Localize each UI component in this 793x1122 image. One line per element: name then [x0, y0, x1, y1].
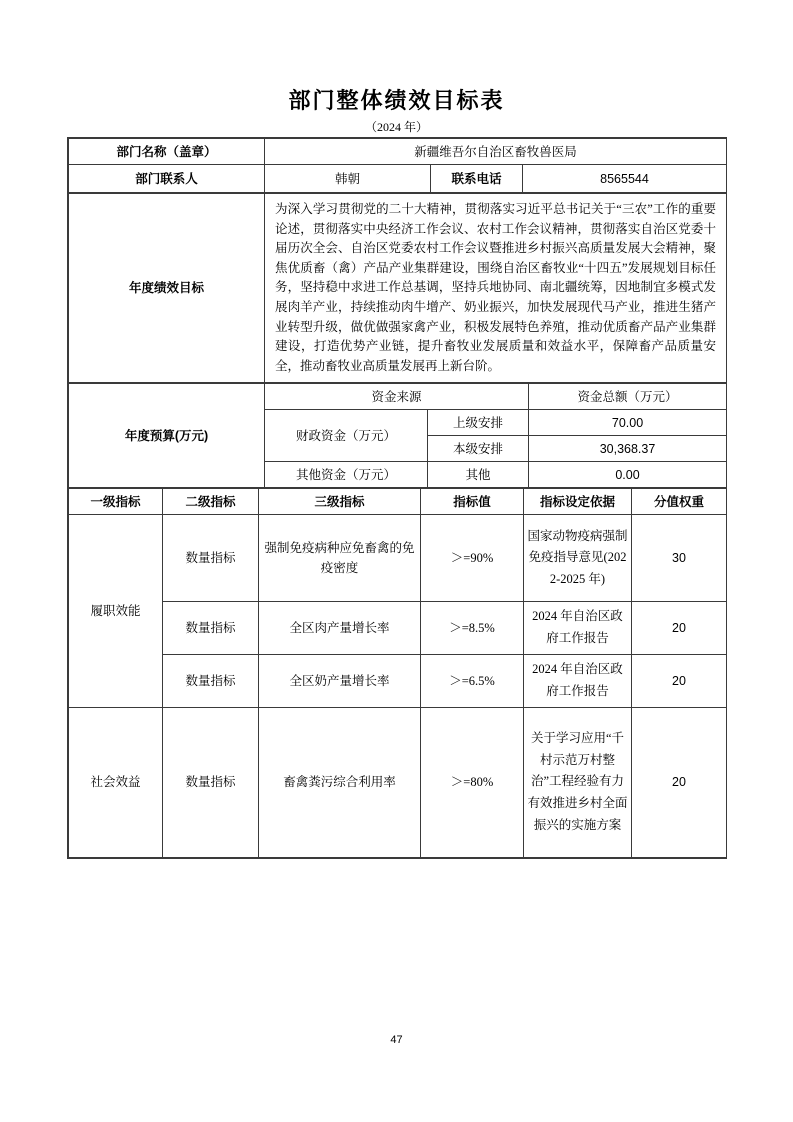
header-weight: 分值权重 — [632, 489, 727, 515]
budget-label: 年度预算(万元) — [69, 384, 265, 488]
indicator-level2: 数量指标 — [163, 655, 259, 708]
budget-other-value: 0.00 — [529, 462, 727, 488]
phone-label: 联系电话 — [431, 165, 523, 193]
indicator-level3: 全区奶产量增长率 — [259, 655, 421, 708]
table-row — [69, 139, 727, 165]
indicator-level2: 数量指标 — [163, 707, 259, 857]
table-row — [69, 165, 727, 193]
budget-upper-value: 70.00 — [529, 410, 727, 436]
table-row — [69, 655, 727, 708]
indicators-table — [68, 488, 727, 858]
indicator-level2: 数量指标 — [163, 602, 259, 655]
indicator-basis: 2024 年自治区政府工作报告 — [524, 602, 632, 655]
contact-value: 韩朝 — [265, 165, 431, 193]
indicator-weight: 20 — [632, 655, 727, 708]
table-row — [69, 384, 727, 410]
indicator-value: ＞=8.5% — [421, 602, 524, 655]
page-title: 部门整体绩效目标表 — [288, 88, 505, 113]
phone-value: 8565544 — [523, 165, 727, 193]
budget-other-sub-label: 其他 — [428, 462, 529, 488]
header-value: 指标值 — [421, 489, 524, 515]
annual-target-table — [68, 193, 727, 383]
performance-target-table — [67, 137, 727, 859]
budget-source-header: 资金来源 — [265, 384, 529, 410]
indicator-value: ＞=90% — [421, 515, 524, 602]
indicator-basis: 2024 年自治区政府工作报告 — [524, 655, 632, 708]
indicator-value: ＞=80% — [421, 707, 524, 857]
table-row — [69, 194, 727, 383]
budget-total-header: 资金总额（万元） — [529, 384, 727, 410]
dept-name-label: 部门名称（盖章） — [69, 139, 265, 165]
header-level3: 三级指标 — [259, 489, 421, 515]
table-row — [69, 707, 727, 857]
budget-local-label: 本级安排 — [428, 436, 529, 462]
indicator-value: ＞=6.5% — [421, 655, 524, 708]
table-row — [69, 515, 727, 602]
indicator-level3: 全区肉产量增长率 — [259, 602, 421, 655]
indicator-basis: 关于学习应用“千村示范万村整治”工程经验有力有效推进乡村全面振兴的实施方案 — [524, 707, 632, 857]
annual-target-label: 年度绩效目标 — [69, 194, 265, 383]
page-number: 47 — [390, 1034, 403, 1046]
header-level1: 一级指标 — [69, 489, 163, 515]
budget-fiscal-label: 财政资金（万元） — [265, 410, 428, 462]
dept-name-value: 新疆维吾尔自治区畜牧兽医局 — [265, 139, 727, 165]
indicator-level2: 数量指标 — [163, 515, 259, 602]
budget-other-label: 其他资金（万元） — [265, 462, 428, 488]
indicator-level1: 社会效益 — [69, 707, 163, 857]
indicator-weight: 30 — [632, 515, 727, 602]
indicator-weight: 20 — [632, 707, 727, 857]
header-basis: 指标设定依据 — [524, 489, 632, 515]
table-row — [69, 602, 727, 655]
annual-target-text: 为深入学习贯彻党的二十大精神，贯彻落实习近平总书记关于“三农”工作的重要论述，贯彻落实中央经济工作会议、农村工作会议精神，贯彻落实自治区党委十届历次全会、自治区党委农村工作会议暨推进乡村振兴高质量发展大会精神，聚焦优质畜（禽）产品产业集群建设，围绕自治区畜牧业“十四五”发展规划目标任务，坚持稳中求进工作总基调，坚持兵地协同、南北疆统筹，因地制宜多模式发展肉羊产业，持续推动肉牛增产、奶业振兴，加快发展现代马产业，推进生猪产业转型升级，做优做强家禽产业，积极发展特色养殖，推动优质畜产品产业集群建设，打造优势产业链，提升畜牧业发展质量和效益水平，保障畜产品质量安全，推动畜牧业高质量发展再上新台阶。 — [265, 194, 727, 383]
budget-table — [68, 383, 727, 488]
indicators-header-row — [69, 489, 727, 515]
indicator-weight: 20 — [632, 602, 727, 655]
indicator-basis: 国家动物疫病强制免疫指导意见(2022-2025 年) — [524, 515, 632, 602]
header-level2: 二级指标 — [163, 489, 259, 515]
contact-label: 部门联系人 — [69, 165, 265, 193]
dept-info-table — [68, 138, 727, 193]
budget-upper-label: 上级安排 — [428, 410, 529, 436]
indicator-level1: 履职效能 — [69, 515, 163, 708]
indicator-level3: 畜禽粪污综合利用率 — [259, 707, 421, 857]
page-subtitle: （2024 年） — [364, 120, 428, 134]
indicator-level3: 强制免疫病种应免畜禽的免疫密度 — [259, 515, 421, 602]
budget-local-value: 30,368.37 — [529, 436, 727, 462]
